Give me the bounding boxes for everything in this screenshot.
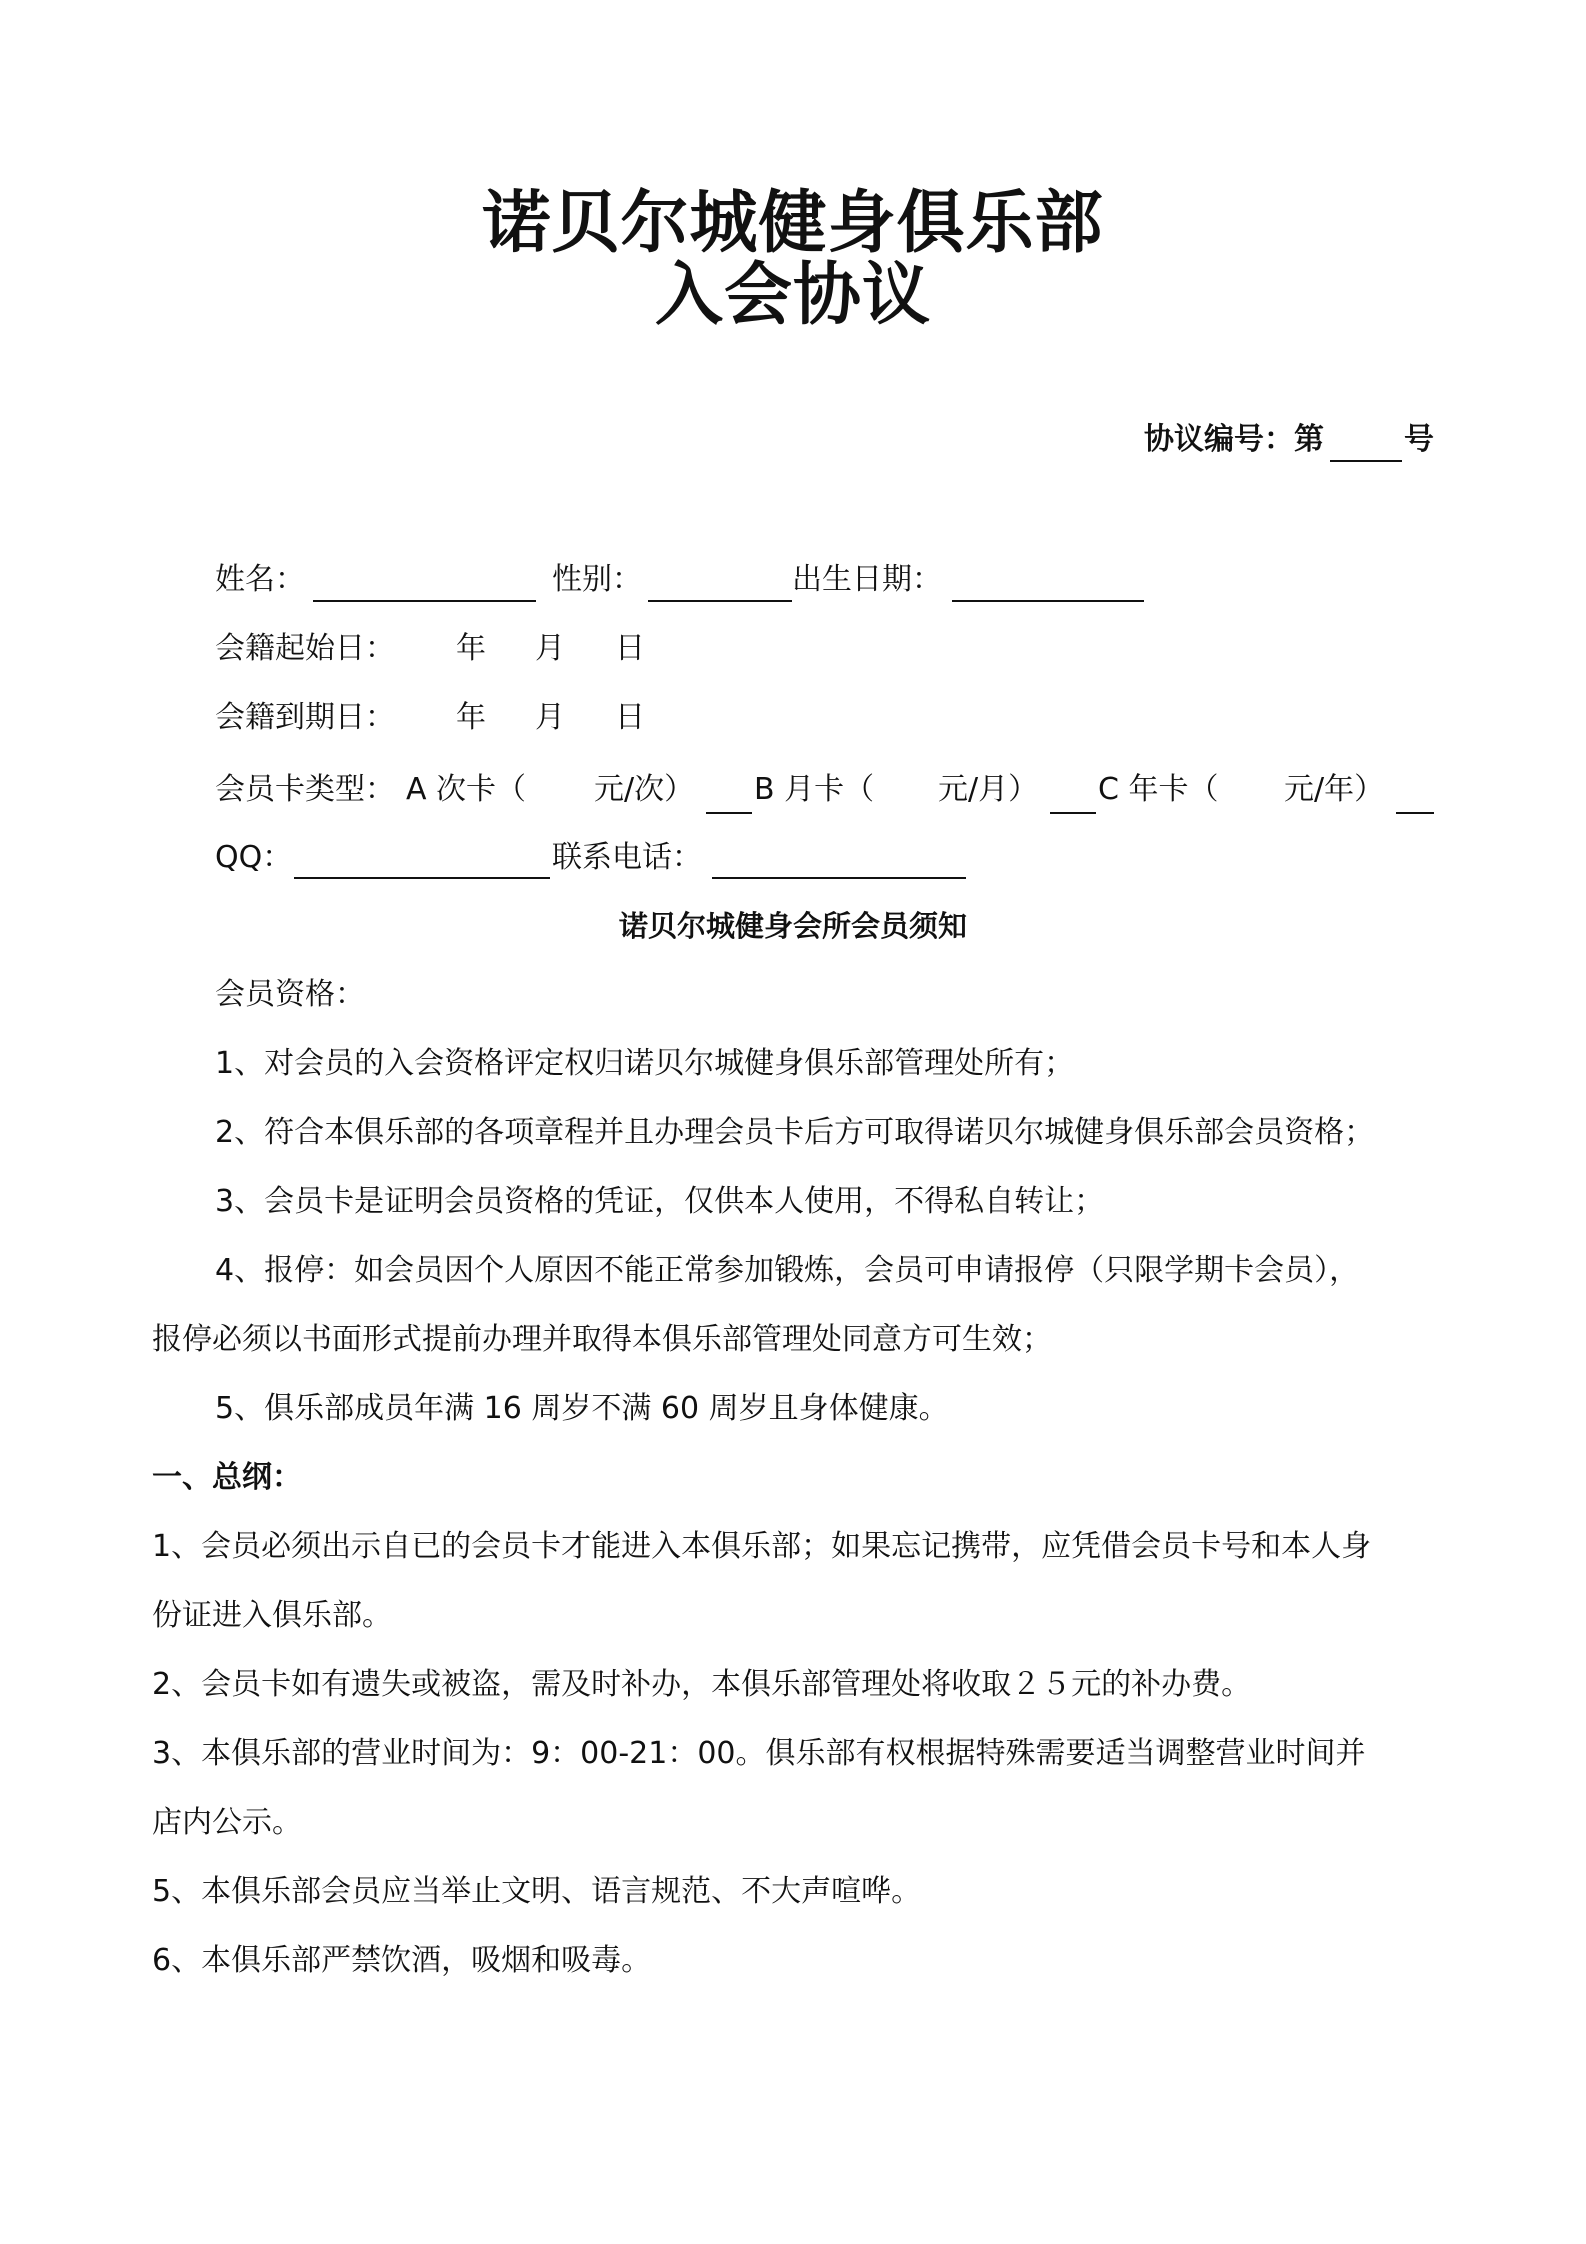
gender-label: 性别： (552, 562, 642, 597)
qualification-item: 2、符合本俱乐部的各项章程并且办理会员卡后方可取得诺贝尔城健身俱乐部会员资格； (215, 1115, 1375, 1150)
card-b-unit: 元/月） (938, 772, 1039, 807)
card-c-prefix: C 年卡（ (1098, 772, 1219, 807)
qualification-item: 3、会员卡是证明会员资格的凭证，仅供本人使用，不得私自转让； (215, 1184, 1105, 1219)
general-item: 1、会员必须出示自已的会员卡才能进入本俱乐部；如果忘记携带，应凭借会员卡号和本人身 (152, 1529, 1372, 1564)
birth-date-label: 出生日期： (792, 562, 942, 597)
general-item: 3、本俱乐部的营业时间为：9：00-21：00。俱乐部有权根据特殊需要适当调整营业时间并 (152, 1736, 1366, 1771)
document-subtitle: 入会协议 (654, 256, 931, 335)
phone-field[interactable] (712, 877, 966, 879)
document-title: 诺贝尔城健身俱乐部 (482, 184, 1104, 263)
qualification-item: 4、报停：如会员因个人原因不能正常参加锻炼，会员可申请报停（只限学期卡会员）， (215, 1253, 1360, 1288)
agreement-number-label: 协议编号：第 (1144, 422, 1324, 457)
name-field[interactable] (313, 600, 536, 602)
start-year-label: 年 (456, 631, 486, 666)
general-item-continued: 份证进入俱乐部。 (152, 1598, 392, 1633)
card-b-checkbox[interactable] (1050, 812, 1096, 814)
card-a-prefix: A 次卡（ (406, 772, 527, 807)
general-item: 2、会员卡如有遗失或被盗，需及时补办，本俱乐部管理处将收取２５元的补办费。 (152, 1667, 1252, 1702)
end-month-label: 月 (535, 700, 565, 735)
general-item: 5、本俱乐部会员应当举止文明、语言规范、不大声喧哗。 (152, 1874, 922, 1909)
qualification-item-continued: 报停必须以书面形式提前办理并取得本俱乐部管理处同意方可生效； (152, 1322, 1052, 1357)
birth-date-field[interactable] (952, 600, 1144, 602)
general-item: 6、本俱乐部严禁饮酒，吸烟和吸毒。 (152, 1943, 652, 1978)
start-month-label: 月 (535, 631, 565, 666)
card-a-checkbox[interactable] (706, 812, 752, 814)
card-type-label: 会员卡类型： (215, 772, 395, 807)
phone-label: 联系电话： (552, 840, 702, 875)
start-day-label: 日 (615, 631, 645, 666)
end-year-label: 年 (456, 700, 486, 735)
card-c-checkbox[interactable] (1396, 812, 1434, 814)
membership-start-label: 会籍起始日： (215, 631, 395, 666)
end-day-label: 日 (615, 700, 645, 735)
qq-field[interactable] (294, 877, 550, 879)
gender-field[interactable] (648, 600, 792, 602)
card-b-prefix: B 月卡（ (754, 772, 875, 807)
name-label: 姓名： (215, 562, 305, 597)
card-c-unit: 元/年） (1284, 772, 1385, 807)
qq-label: QQ： (215, 840, 293, 875)
qualification-label: 会员资格： (215, 977, 365, 1012)
general-heading: 一、总纲： (152, 1460, 302, 1495)
membership-end-label: 会籍到期日： (215, 700, 395, 735)
qualification-item: 5、俱乐部成员年满 16 周岁不满 60 周岁且身体健康。 (215, 1391, 949, 1426)
notice-heading: 诺贝尔城健身会所会员须知 (618, 909, 967, 943)
card-a-unit: 元/次） (594, 772, 695, 807)
qualification-item: 1、对会员的入会资格评定权归诺贝尔城健身俱乐部管理处所有； (215, 1046, 1075, 1081)
agreement-number-field[interactable] (1330, 460, 1402, 462)
agreement-number-suffix: 号 (1404, 422, 1434, 457)
general-item-continued: 店内公示。 (152, 1805, 302, 1840)
